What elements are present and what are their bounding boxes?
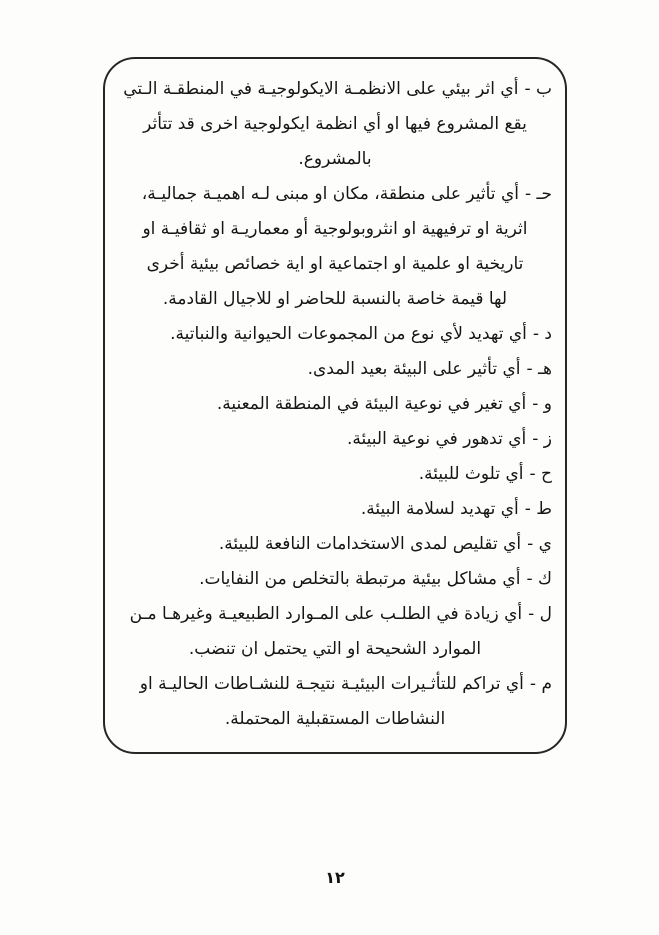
item-label: حـ - <box>524 184 552 204</box>
list-item-zay <box>118 422 552 457</box>
item-line <box>118 562 552 597</box>
item-line: تاريخية او علمية او اجتماعية او اية خصائص بيئية أخرى <box>146 254 524 274</box>
rounded-border-frame <box>103 57 567 754</box>
item-line <box>118 457 552 492</box>
item-line <box>118 177 552 212</box>
item-label: ط - <box>524 499 552 519</box>
list-item-waw <box>118 387 552 422</box>
item-label: م - <box>529 674 552 694</box>
item-text: أي تلوث للبيئة. <box>418 464 524 484</box>
item-line <box>118 422 552 457</box>
item-label: ب - <box>524 79 552 99</box>
item-text: أي زيادة في الطلـب على المـوارد الطبيعيـة وغيرهـا مـن <box>129 604 523 624</box>
item-text: أي تغير في نوعية البيئة في المنطقة المعنية. <box>216 394 527 414</box>
item-label: ز - <box>532 429 552 449</box>
item-line: بالمشروع. <box>298 149 372 169</box>
item-label: هـ - <box>526 359 552 379</box>
list-item-meem <box>118 667 552 737</box>
list-item-tah <box>118 492 552 527</box>
item-text: أي مشاكل بيئية مرتبطة بالتخلص من النفايات. <box>199 569 521 589</box>
item-text: أي تقليص لمدى الاستخدامات النافعة للبيئة. <box>218 534 522 554</box>
item-text: أي اثر بيئي على الانظمـة الايكولوجيـة في المنطقـة الـتي <box>123 79 519 99</box>
item-line: لها قيمة خاصة بالنسبة للحاضر او للاجيال القادمة. <box>162 289 508 309</box>
item-label: ك - <box>526 569 552 589</box>
item-label: د - <box>532 324 552 344</box>
item-label: ح - <box>529 464 552 484</box>
list-item-jeem <box>118 177 552 317</box>
item-line <box>118 352 552 387</box>
item-line <box>118 667 552 702</box>
page-number: ١٢ <box>325 868 345 887</box>
clause-list <box>105 59 565 737</box>
item-line: اثرية او ترفيهية او انثروبولوجية أو معماريـة او ثقافيـة او <box>142 219 528 239</box>
list-item-dal <box>118 317 552 352</box>
item-line <box>118 597 552 632</box>
list-item-hah <box>118 457 552 492</box>
item-text: أي تهديد لسلامة البيئة. <box>360 499 519 519</box>
item-line: الموارد الشحيحة او التي يحتمل ان تنضب. <box>188 639 482 659</box>
item-text: أي تراكم للتأثـيرات البيئيـة نتيجـة للنشـاطات الحاليـة او <box>139 674 524 694</box>
item-line <box>118 72 552 107</box>
item-label: و - <box>532 394 552 414</box>
list-item-ya <box>118 527 552 562</box>
item-text: أي تهديد لأي نوع من المجموعات الحيوانية والنباتية. <box>170 324 527 344</box>
item-line <box>118 317 552 352</box>
item-line: يقع المشروع فيها او أي انظمة ايكولوجية اخرى قد تتأثر <box>143 114 527 134</box>
list-item-ha <box>118 352 552 387</box>
list-item-lam <box>118 597 552 667</box>
list-item-ba <box>118 72 552 177</box>
item-line: النشاطات المستقبلية المحتملة. <box>224 709 446 729</box>
item-line <box>118 387 552 422</box>
item-label: ي - <box>527 534 552 554</box>
item-text: أي تدهور في نوعية البيئة. <box>346 429 527 449</box>
item-line <box>118 492 552 527</box>
item-line <box>118 527 552 562</box>
item-label: ل - <box>528 604 552 624</box>
list-item-kaf <box>118 562 552 597</box>
item-text: أي تأثير على البيئة بعيد المدى. <box>307 359 521 379</box>
item-text: أي تأثير على منطقة، مكان او مبنى لـه اهميـة جماليـة، <box>141 184 519 204</box>
